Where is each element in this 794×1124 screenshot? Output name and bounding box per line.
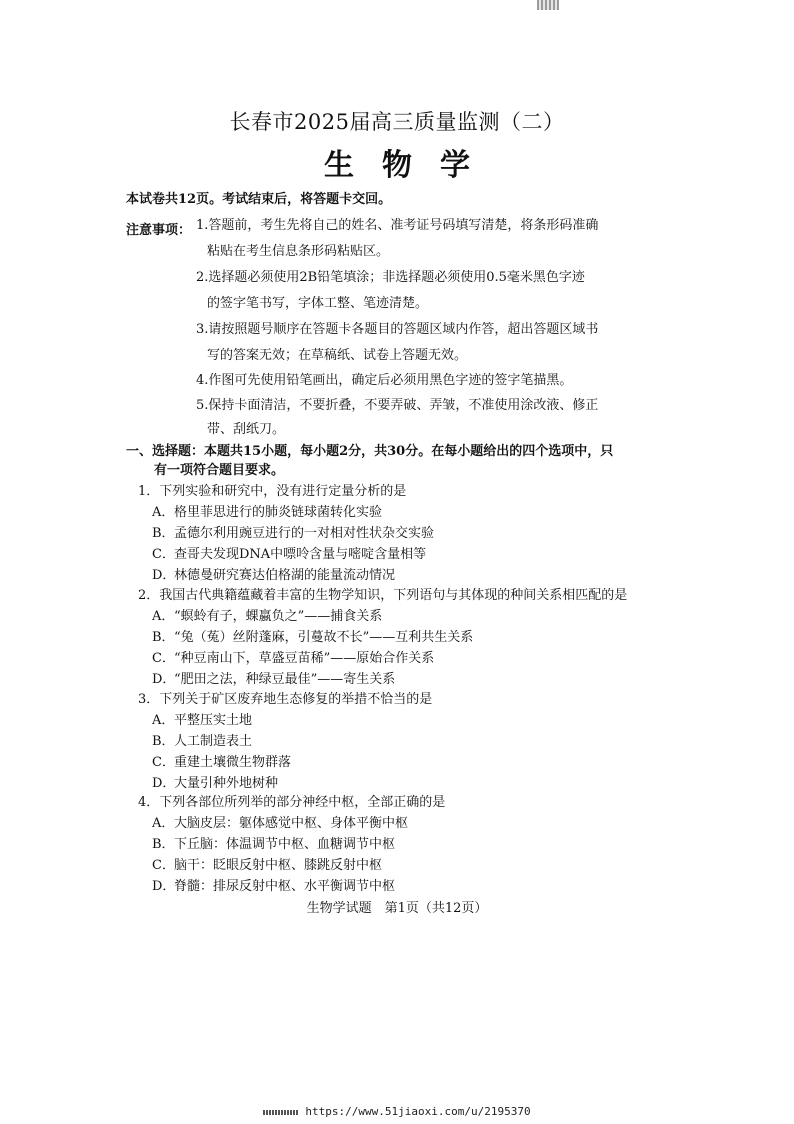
question-stem: 3．下列关于矿区废弃地生态修复的举措不恰当的是 — [138, 692, 433, 707]
option-letter: D． — [152, 672, 176, 687]
option-c — [138, 544, 434, 565]
option-letter: B． — [152, 526, 175, 541]
option-letter: C． — [152, 755, 175, 770]
option-text: “螟蛉有子，蜾蠃负之”——捕食关系 — [174, 609, 383, 624]
option-d — [138, 565, 434, 586]
option-text: 平整压实土地 — [174, 713, 253, 728]
watermark-logo-icon — [263, 1110, 299, 1115]
option-text: 查哥夫发现DNA中嘌呤含量与嘧啶含量相等 — [174, 547, 427, 562]
option-letter: D． — [152, 568, 176, 583]
option-text: “兔（菟）丝附蓬麻，引蔓故不长”——互利共生关系 — [174, 630, 474, 645]
option-text: 重建土壤微生物群落 — [174, 755, 292, 770]
option-text: 林德曼研究赛达伯格湖的能量流动情况 — [174, 568, 396, 583]
option-d — [138, 876, 445, 897]
option-a — [138, 502, 434, 523]
option-c — [138, 648, 627, 669]
option-text: 大脑皮层：躯体感觉中枢、身体平衡中枢 — [174, 816, 409, 831]
question-stem: 4．下列各部位所列举的部分神经中枢，全部正确的是 — [138, 795, 446, 810]
option-c — [138, 855, 445, 876]
option-letter: A． — [152, 713, 175, 728]
exam-intro: 本试卷共12页。考试结束后，将答题卡交回。 — [126, 192, 392, 207]
option-b — [138, 523, 434, 544]
option-letter: D． — [152, 776, 176, 791]
subject-heading: 生物学 — [324, 148, 498, 183]
option-letter: C． — [152, 651, 175, 666]
option-letter: B． — [152, 837, 175, 852]
option-letter: A． — [152, 609, 175, 624]
option-a — [138, 710, 432, 731]
question-stem: 2．我国古代典籍蕴藏着丰富的生物学知识，下列语句与其体现的种间关系相匹配的是 — [138, 588, 628, 603]
watermark-url[interactable]: https://www.51jiaoxi.com/u/2195370 — [305, 1105, 531, 1118]
option-a — [138, 606, 627, 627]
option-text: 脑干：眨眼反射中枢、膝跳反射中枢 — [174, 858, 383, 873]
option-b — [138, 627, 627, 648]
note-line: 的签字笔书写，字体工整、笔迹清楚。 — [207, 296, 429, 311]
exam-title: 长春市2025届高三质量监测（二） — [229, 110, 565, 134]
note-line: 4.作图可先使用铅笔画出，确定后必须用黑色字迹的签字笔描黑。 — [196, 373, 573, 388]
option-text: “种豆南山下，草盛豆苗稀”——原始合作关系 — [174, 651, 435, 666]
option-d — [138, 669, 627, 690]
question-4 — [138, 792, 445, 897]
option-letter: B． — [152, 734, 175, 749]
option-text: 孟德尔利用豌豆进行的一对相对性状杂交实验 — [174, 526, 435, 541]
question-3 — [138, 689, 432, 794]
option-text: “肥田之法，种绿豆最佳”——寄生关系 — [174, 672, 396, 687]
note-line: 5.保持卡面清洁，不要折叠，不要弄破、弄皱，不准使用涂改液、修正 — [196, 398, 599, 413]
question-stem: 1．下列实验和研究中，没有进行定量分析的是 — [138, 484, 407, 499]
option-text: 大量引种外地树种 — [174, 776, 279, 791]
option-b — [138, 834, 445, 855]
section-line: 有一项符合题目要求。 — [154, 463, 285, 478]
option-letter: A． — [152, 816, 175, 831]
option-text: 下丘脑：体温调节中枢、血糖调节中枢 — [174, 837, 396, 852]
option-letter: A． — [152, 505, 175, 520]
question-1 — [138, 481, 434, 586]
option-letter: D． — [152, 879, 176, 894]
notes-label: 注意事项： — [126, 223, 192, 238]
page-footer: 生物学试题 第1页（共12页） — [306, 901, 488, 916]
option-letter: C． — [152, 547, 175, 562]
note-line: 带、刮纸刀。 — [207, 422, 286, 437]
option-text: 脊髓：排尿反射中枢、水平衡调节中枢 — [174, 879, 396, 894]
option-letter: B． — [152, 630, 175, 645]
note-line: 2.选择题必须使用2B铅笔填涂；非选择题必须使用0.5毫米黑色字迹 — [196, 270, 585, 285]
option-a — [138, 813, 445, 834]
scan-mark — [537, 0, 559, 10]
section-line: 一、选择题：本题共15小题，每小题2分，共30分。在每小题给出的四个选项中，只 — [126, 444, 614, 459]
note-line: 1.答题前，考生先将自己的姓名、准考证号码填写清楚，将条形码准确 — [196, 218, 599, 233]
question-2 — [138, 585, 627, 690]
option-b — [138, 731, 432, 752]
section-heading — [126, 442, 613, 480]
option-d — [138, 773, 432, 794]
option-text: 人工制造表土 — [174, 734, 253, 749]
source-watermark — [0, 1105, 794, 1118]
option-c — [138, 752, 432, 773]
note-line: 3.请按照题号顺序在答题卡各题目的答题区域内作答，超出答题区域书 — [196, 322, 599, 337]
option-letter: C． — [152, 858, 175, 873]
note-line: 粘贴在考生信息条形码粘贴区。 — [207, 244, 390, 259]
option-text: 格里菲思进行的肺炎链球菌转化实验 — [174, 505, 383, 520]
note-line: 写的答案无效；在草稿纸、试卷上答题无效。 — [207, 348, 468, 363]
